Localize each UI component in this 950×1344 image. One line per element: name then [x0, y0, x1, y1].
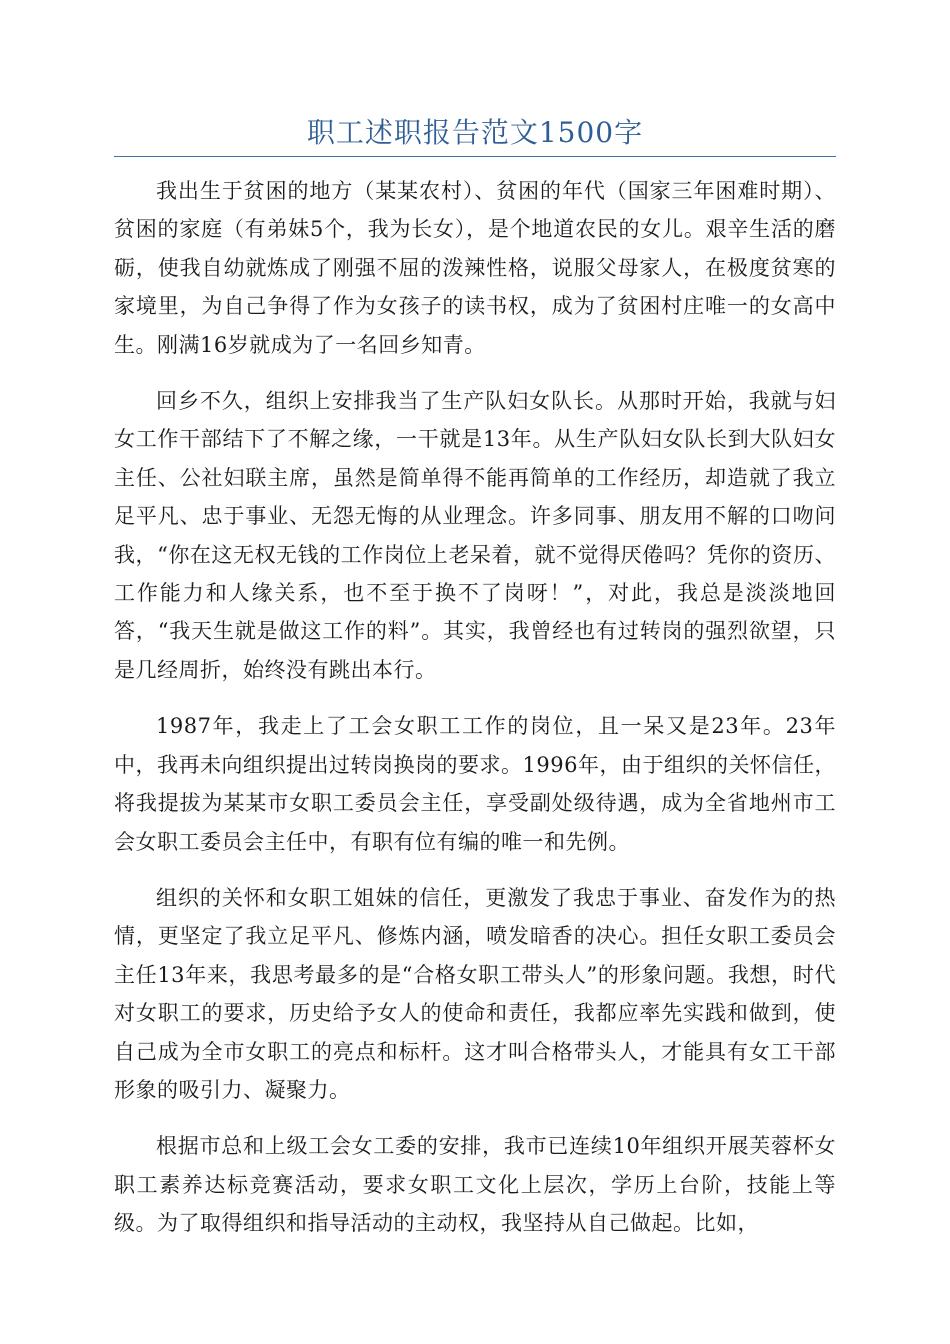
document-title: 职工述职报告范文1500字	[306, 116, 644, 149]
document-body	[114, 172, 836, 1261]
title-block	[114, 110, 836, 157]
paragraph-4: 组织的关怀和女职工姐妹的信任，更激发了我忠于事业、奋发作为的热情，更坚定了我立足平凡、修炼内涵，喷发暗香的决心。担任女职工委员会主任13年来，我思考最多的是“合格女职工带头人”的形象问题。我想，时代对女职工的要求，历史给予女人的使命和责任，我都应率先实践和做到，使自己成为全市女职工的亮点和标杆。这才叫合格带头人，才能具有女工干部形象的吸引力、凝聚力。	[114, 885, 836, 1102]
paragraph-5: 根据市总和上级工会女工委的安排，我市已连续10年组织开展芙蓉杯女职工素养达标竞赛活动，要求女职工文化上层次，学历上台阶，技能上等级。为了取得组织和指导活动的主动权，我坚持从自己做起。比如，	[114, 1134, 836, 1236]
paragraph-2: 回乡不久，组织上安排我当了生产队妇女队长。从那时开始，我就与妇女工作干部结下了不解之缘，一干就是13年。从生产队妇女队长到大队妇女主任、公社妇联主席，虽然是简单得不能再简单的工作经历，却造就了我立足平凡、忠于事业、无怨无悔的从业理念。许多同事、朋友用不解的口吻问我，“你在这无权无钱的工作岗位上老呆着，就不觉得厌倦吗？凭你的资历、工作能力和人缘关系，也不至于换不了岗呀！”，对此，我总是淡淡地回答，“我天生就是做这工作的料”。其实，我曾经也有过转岗的强烈欲望，只是几经周折，始终没有跳出本行。	[114, 389, 836, 682]
paragraph-1: 我出生于贫困的地方（某某农村）、贫困的年代（国家三年困难时期）、贫困的家庭（有弟妹5个，我为长女），是个地道农民的女儿。艰辛生活的磨砺，使我自幼就炼成了刚强不屈的泼辣性格，说服父母家人，在极度贫寒的家境里，为自己争得了作为女孩子的读书权，成为了贫困村庄唯一的女高中生。刚满16岁就成为了一名回乡知青。	[114, 179, 836, 357]
paragraph-3: 1987年，我走上了工会女职工工作的岗位，且一呆又是23年。23年中，我再未向组织提出过转岗换岗的要求。1996年，由于组织的关怀信任，将我提拔为某某市女职工委员会主任，享受副处级待遇，成为全省地州市工会女职工委员会主任中，有职有位有编的唯一和先例。	[114, 714, 836, 854]
